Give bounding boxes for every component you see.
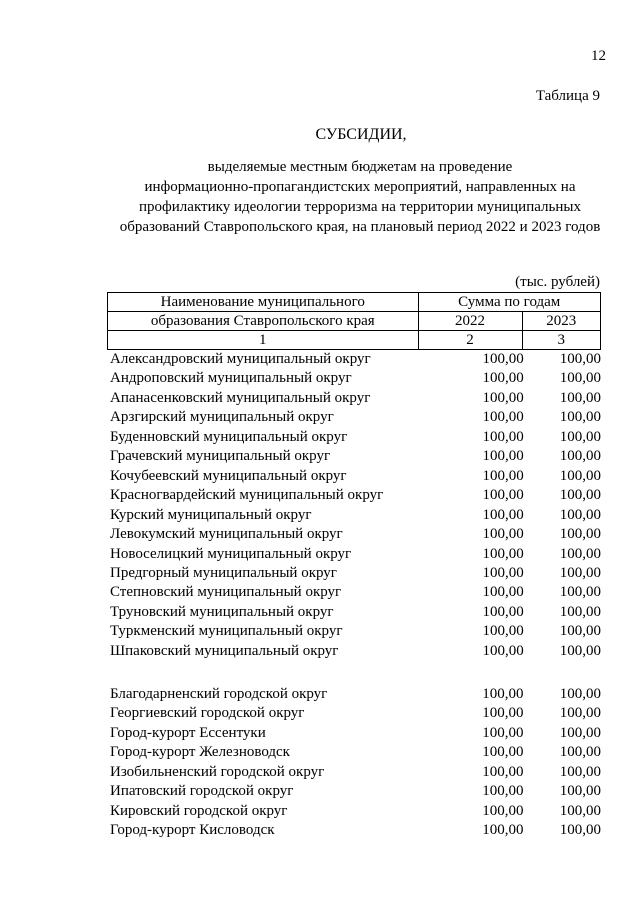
district-name: Буденновский муниципальный округ [110, 428, 348, 445]
table-row [107, 389, 601, 408]
value-2023: 100,00 [559, 603, 601, 620]
table-row [107, 685, 601, 704]
value-2022: 100,00 [482, 584, 524, 601]
units-label: (тыс. рублей) [515, 274, 600, 290]
district-name: Кировский городской округ [110, 802, 288, 819]
value-2022: 100,00 [482, 545, 524, 562]
value-2023: 100,00 [559, 448, 601, 465]
table-header [107, 292, 601, 350]
value-2023: 100,00 [559, 783, 601, 800]
value-2022: 100,00 [482, 623, 524, 640]
municipal-districts-table [107, 350, 601, 661]
value-2022: 100,00 [482, 351, 524, 367]
value-2022: 100,00 [482, 705, 524, 722]
table-row [107, 369, 601, 388]
value-2023: 100,00 [559, 428, 601, 445]
district-name: Благодарненский городской округ [110, 686, 328, 702]
subtitle-line: выделяемые местным бюджетам на проведение [207, 159, 513, 175]
value-2023: 100,00 [559, 822, 601, 839]
district-name: Город-курорт Кисловодск [110, 822, 275, 839]
district-name: Грачевский муниципальный округ [110, 448, 331, 465]
district-name: Александровский муниципальный округ [110, 351, 371, 367]
header-year-2022: 2022 [418, 312, 522, 331]
district-name: Апанасенковский муниципальный округ [110, 389, 371, 406]
value-2023: 100,00 [559, 564, 601, 581]
page-number: 12 [591, 48, 606, 64]
header-col-number-3: 3 [522, 331, 600, 350]
value-2023: 100,00 [559, 623, 601, 640]
value-2022: 100,00 [482, 744, 524, 761]
table-row [107, 525, 601, 544]
value-2022: 100,00 [482, 763, 524, 780]
table-row [107, 583, 601, 602]
value-2023: 100,00 [559, 487, 601, 504]
document-subtitle [100, 157, 620, 237]
district-name: Степновский муниципальный округ [110, 584, 342, 601]
value-2023: 100,00 [559, 467, 601, 484]
district-name: Город-курорт Ессентуки [110, 724, 266, 741]
value-2023: 100,00 [559, 389, 601, 406]
table-label: Таблица 9 [535, 88, 600, 104]
value-2022: 100,00 [482, 802, 524, 819]
value-2023: 100,00 [559, 351, 601, 367]
value-2023: 100,00 [559, 545, 601, 562]
value-2022: 100,00 [482, 642, 524, 659]
value-2022: 100,00 [482, 448, 524, 465]
table-row [107, 704, 601, 723]
value-2023: 100,00 [559, 526, 601, 543]
value-2022: 100,00 [482, 428, 524, 445]
header-col-number-1: 1 [108, 331, 419, 350]
header-name-line1: Наименование муниципального [108, 293, 419, 312]
table-row [107, 486, 601, 505]
table-row [107, 821, 601, 840]
table-row [107, 506, 601, 525]
district-name: Шпаковский муниципальный округ [110, 642, 339, 659]
value-2023: 100,00 [559, 705, 601, 722]
value-2022: 100,00 [482, 467, 524, 484]
table-row [107, 447, 601, 466]
value-2023: 100,00 [559, 724, 601, 741]
subtitle-line: информационно-пропагандистских мероприятий, направленных на [144, 179, 576, 195]
district-name: Город-курорт Железноводск [110, 744, 290, 761]
value-2022: 100,00 [482, 526, 524, 543]
value-2022: 100,00 [482, 724, 524, 741]
value-2023: 100,00 [559, 763, 601, 780]
district-name: Изобильненский городской округ [110, 763, 325, 780]
district-name: Левокумский муниципальный округ [110, 526, 343, 543]
district-name: Предгорный муниципальный округ [110, 564, 337, 581]
value-2023: 100,00 [559, 686, 601, 702]
header-year-2023: 2023 [522, 312, 600, 331]
district-name: Красногвардейский муниципальный округ [110, 487, 384, 504]
district-name: Кочубеевский муниципальный округ [110, 467, 347, 484]
value-2023: 100,00 [559, 744, 601, 761]
value-2023: 100,00 [559, 642, 601, 659]
table-row [107, 350, 601, 369]
value-2022: 100,00 [482, 409, 524, 426]
value-2023: 100,00 [559, 506, 601, 523]
district-name: Георгиевский городской округ [110, 705, 305, 722]
value-2022: 100,00 [482, 506, 524, 523]
value-2022: 100,00 [482, 564, 524, 581]
table-row [107, 467, 601, 486]
district-name: Туркменский муниципальный округ [110, 623, 343, 640]
header-sum-by-years: Сумма по годам [418, 293, 601, 312]
value-2023: 100,00 [559, 584, 601, 601]
table-row [107, 408, 601, 427]
document-title: СУБСИДИИ, [315, 126, 407, 143]
value-2022: 100,00 [482, 487, 524, 504]
value-2023: 100,00 [559, 370, 601, 387]
value-2022: 100,00 [482, 822, 524, 839]
table-row [107, 564, 601, 583]
table-row [107, 622, 601, 641]
table-row [107, 802, 601, 821]
table-row [107, 743, 601, 762]
subtitle-line: профилактику идеологии терроризма на территории муниципальных [139, 199, 581, 215]
table-row [107, 603, 601, 622]
table-row [107, 428, 601, 447]
table-row [107, 724, 601, 743]
value-2022: 100,00 [482, 603, 524, 620]
city-districts-table [107, 685, 601, 841]
value-2023: 100,00 [559, 802, 601, 819]
subtitle-line: образований Ставропольского края, на плановый период 2022 и 2023 годов [119, 219, 601, 235]
table-row [107, 782, 601, 801]
district-name: Курский муниципальный округ [110, 506, 312, 523]
header-name-line2: образования Ставропольского края [108, 312, 419, 331]
district-name: Труновский муниципальный округ [110, 603, 334, 620]
table-row [107, 545, 601, 564]
table-row [107, 642, 601, 661]
value-2022: 100,00 [482, 389, 524, 406]
district-name: Новоселицкий муниципальный округ [110, 545, 352, 562]
table-row [107, 763, 601, 782]
district-name: Арзгирский муниципальный округ [110, 409, 334, 426]
district-name: Ипатовский городской округ [110, 783, 294, 800]
district-name: Андроповский муниципальный округ [110, 370, 352, 387]
value-2022: 100,00 [482, 686, 524, 702]
value-2023: 100,00 [559, 409, 601, 426]
value-2022: 100,00 [482, 783, 524, 800]
header-col-number-2: 2 [418, 331, 522, 350]
value-2022: 100,00 [482, 370, 524, 387]
